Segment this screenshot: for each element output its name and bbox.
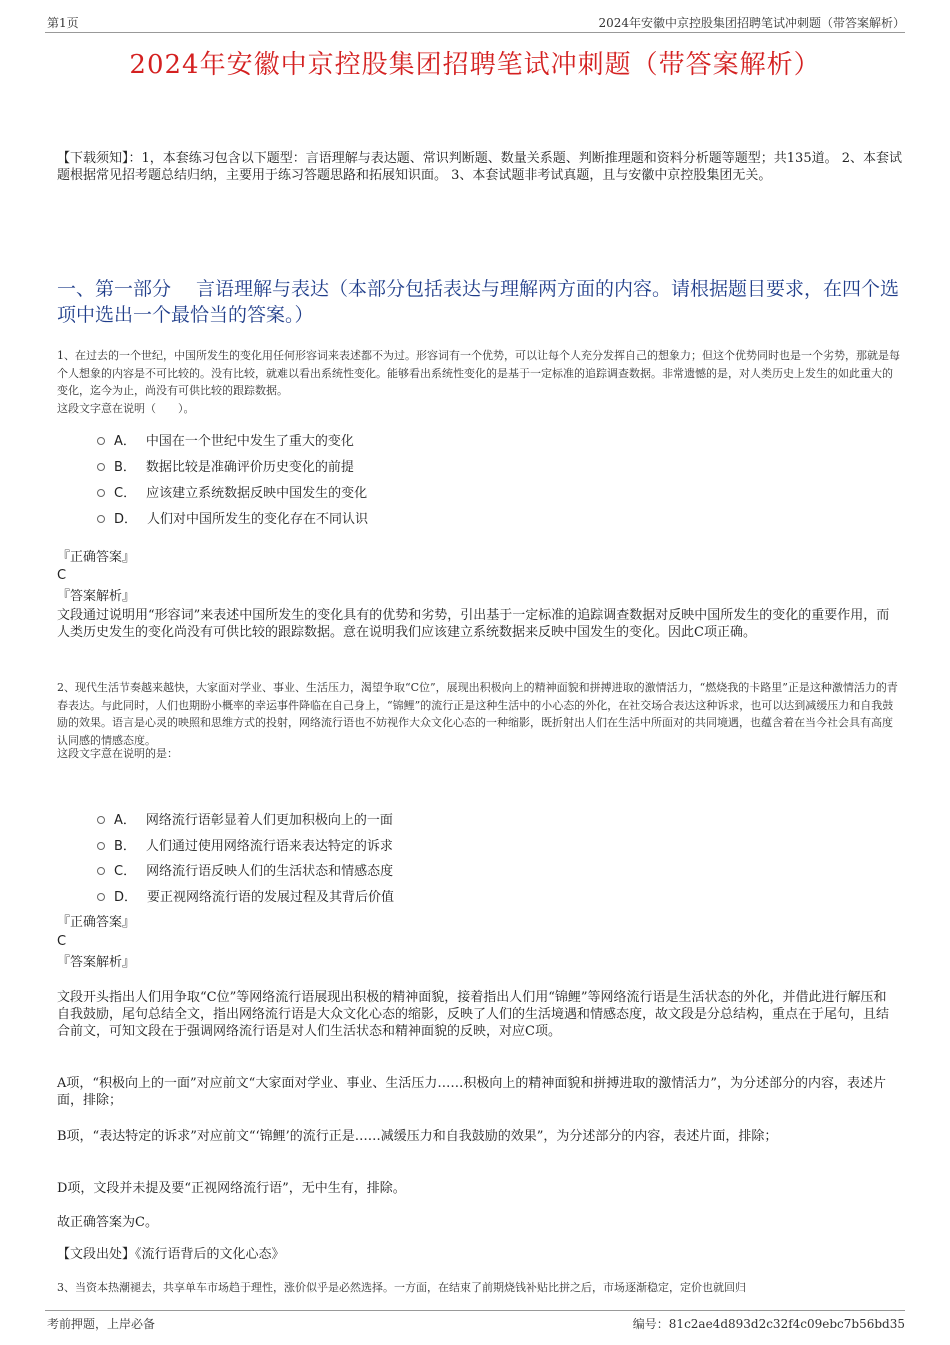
page-number: 第1页 — [47, 16, 79, 30]
question-2-option-b[interactable]: B． 人们通过使用网络流行语来表达特定的诉求 — [97, 835, 393, 854]
header-doc-title: 2024年安徽中京控股集团招聘笔试冲刺题（带答案解析） — [598, 16, 905, 30]
radio-icon[interactable] — [97, 463, 105, 471]
question-2-answer-label: 『正确答案』 — [57, 915, 136, 930]
question-2-analysis: 文段开头指出人们用争取“C位”等网络流行语展现出积极的精神面貌，接着指出人们用“锦鲤”等网络流行语是生活状态的外化，并借此进行解压和自我鼓励，尾句总结全文，指出网络流行语是大众文化心态的缩影，反映了人们的生活境遇和情感态度，故文段是分总结构，重点在于尾句，且结合前文，可知文段在于强调网络流行语是对人们生活状态和精神面貌的反映，对应C项。 — [57, 990, 890, 1039]
document-title: 2024年安徽中京控股集团招聘笔试冲刺题（带答案解析） — [129, 50, 821, 80]
question-2-option-a[interactable]: A． 网络流行语彰显着人们更加积极向上的一面 — [97, 809, 393, 828]
question-1-analysis-label: 『答案解析』 — [57, 589, 136, 604]
question-2-answer: C — [57, 934, 67, 949]
footer-slogan: 考前押题，上岸必备 — [47, 1317, 156, 1331]
question-3-text: 3、当资本热潮褪去，共享单车市场趋于理性，涨价似乎是必然选择。一方面，在结束了前期烧钱补贴比拼之后，市场逐渐稳定，定价也就回归 — [57, 1281, 746, 1294]
radio-icon[interactable] — [97, 437, 105, 445]
question-2-option-b-note: B项，“表达特定的诉求”对应前文“‘锦鲤’的流行正是……减缓压力和自我鼓励的效果”，为分述部分的内容，表述片面，排除； — [57, 1129, 778, 1144]
radio-icon[interactable] — [97, 515, 105, 523]
section-heading: 一、第一部分 言语理解与表达（本部分包括表达与理解两方面的内容。请根据题目要求，在四个选项中选出一个最恰当的答案。） — [57, 278, 900, 326]
question-1-option-a[interactable]: A． 中国在一个世纪中发生了重大的变化 — [97, 430, 354, 449]
question-1-answer-label: 『正确答案』 — [57, 550, 136, 565]
question-1-option-d[interactable]: D． 人们对中国所发生的变化存在不同认识 — [97, 508, 368, 527]
header-rule — [45, 32, 905, 33]
question-2-option-c[interactable]: C． 网络流行语反映人们的生活状态和情感态度 — [97, 860, 393, 879]
radio-icon[interactable] — [97, 893, 105, 901]
question-1-prompt: 这段文字意在说明（ ）。 — [57, 401, 195, 415]
radio-icon[interactable] — [97, 489, 105, 497]
question-1-option-b[interactable]: B． 数据比较是准确评价历史变化的前提 — [97, 456, 354, 475]
question-1-option-c[interactable]: C． 应该建立系统数据反映中国发生的变化 — [97, 482, 367, 501]
question-1-analysis: 文段通过说明用“形容词”来表述中国所发生的变化具有的优势和劣势，引出基于一定标准的追踪调查数据对反映中国所发生的变化的重要作用，而人类历史发生的变化尚没有可供比较的跟踪数据。意在说明我们应该建立系统数据来反映中国发生的变化。因此C项正确。 — [57, 608, 890, 640]
question-2-option-d-note: D项，文段并未提及要“正视网络流行语”，无中生有，排除。 — [57, 1181, 406, 1196]
question-1-text: 1、在过去的一个世纪，中国所发生的变化用任何形容词来表述都不为过。形容词有一个优势，可以让每个人充分发挥自己的想象力；但这个优势同时也是一个劣势，那就是每个人想象的内容是不可比较的。没有比较，就难以看出系统性变化。能够看出系统性变化的是基于一定标准的追踪调查数据。非常遗憾的是，对人类历史上发生的如此重大的变化，迄今为止，尚没有可供比较的跟踪数据。 这段文字意在说明（ ）。 — [57, 349, 900, 415]
radio-icon[interactable] — [97, 842, 105, 850]
footer-rule — [45, 1310, 905, 1311]
question-2-analysis-label: 『答案解析』 — [57, 955, 136, 970]
question-2-text: 2、现代生活节奏越来越快，大家面对学业、事业、生活压力，渴望争取“C位”，展现出积极向上的精神面貌和拼搏进取的激情活力，“燃烧我的卡路里”正是这种激情活力的青春表达。与此同时，人们也期盼小概率的幸运事件降临在自己身上，“锦鲤”的流行正是这种生活中的小心态的外化，在社交场合表达这种诉求，也可以达到减缓压力和自我鼓励的效果。语言是心灵的映照和思维方式的投射，网络流行语也不妨视作大众文化心态的一种缩影，既折射出人们在生活中所面对的共同境遇，也蕴含着在当今社会具有高度认同感的情感态度。 — [57, 681, 898, 747]
radio-icon[interactable] — [97, 867, 105, 875]
question-2-prompt: 这段文字意在说明的是： — [57, 747, 178, 760]
question-2-source: 【文段出处】《流行语背后的文化心态》 — [57, 1247, 285, 1262]
question-2-option-a-note: A项，“积极向上的一面”对应前文“大家面对学业、事业、生活压力……积极向上的精神面貌和拼搏进取的激情活力”，为分述部分的内容，表述片面，排除； — [57, 1076, 886, 1108]
footer-document-id: 编号：81c2ae4d893d2c32f4c09ebc7b56bd35 — [632, 1317, 905, 1331]
question-2-option-d[interactable]: D． 要正视网络流行语的发展过程及其背后价值 — [97, 886, 394, 905]
question-1-answer: C — [57, 568, 67, 583]
radio-icon[interactable] — [97, 816, 105, 824]
download-notice: 【下载须知】：1，本套练习包含以下题型：言语理解与表达题、常识判断题、数量关系题、判断推理题和资料分析题等题型；共135道。 2、本套试题根据常见招考题总结归纳，主要用于练习答题思路和拓展知识面。 3、本套试题非考试真题，且与安徽中京控股集团无关。 — [57, 151, 902, 183]
question-2-conclusion: 故正确答案为C。 — [57, 1215, 158, 1230]
